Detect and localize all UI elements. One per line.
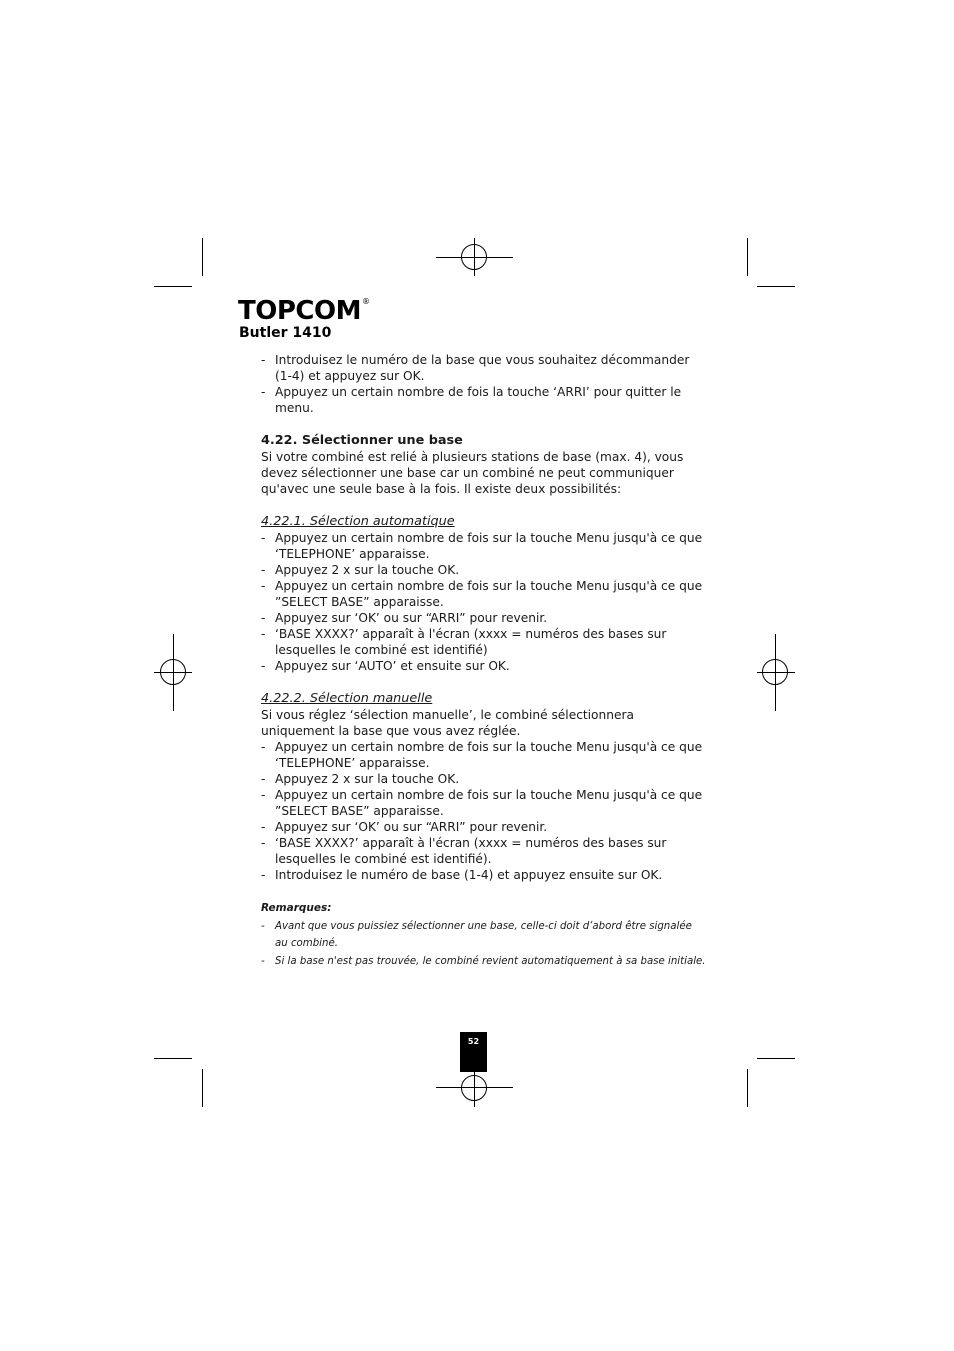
registered-mark: ®	[361, 297, 370, 306]
list-item: - ‘BASE XXXX?’ apparaît à l'écran (xxxx = numéros des bases sur lesquelles le combiné est identifié).	[261, 835, 706, 867]
list-item: - Appuyez sur ‘OK’ ou sur “ARRI” pour revenir.	[261, 819, 706, 835]
section-title: 4.22. Sélectionner une base	[261, 433, 463, 448]
remarks-list	[261, 918, 706, 970]
model-name: Butler 1410	[239, 325, 332, 341]
section-body: Si votre combiné est relié à plusieurs stations de base (max. 4), vous devez sélectionner une base car un combiné ne peut communiquer qu'avec une seule base à la fois. Il existe deux possibilités:	[261, 450, 684, 496]
crop-mark	[747, 1069, 748, 1107]
list-item: - Appuyez 2 x sur la touche OK.	[261, 562, 706, 578]
registration-line	[474, 238, 475, 276]
registration-line	[775, 634, 776, 711]
list-item: - Appuyez un certain nombre de fois sur la touche Menu jusqu'à ce que ‘TELEPHONE’ apparaisse.	[261, 530, 706, 562]
auto-steps-list	[261, 530, 706, 674]
crop-mark	[202, 1069, 203, 1107]
list-item: - Appuyez sur ‘AUTO’ et ensuite sur OK.	[261, 658, 706, 674]
brand-logo	[238, 298, 369, 324]
brand-name: TOPCOM	[238, 296, 361, 326]
crop-mark	[757, 286, 795, 287]
list-item: - Appuyez 2 x sur la touche OK.	[261, 771, 706, 787]
crop-mark	[154, 1058, 192, 1059]
list-item: - Appuyez un certain nombre de fois sur la touche Menu jusqu'à ce que ”SELECT BASE” apparaisse.	[261, 578, 706, 610]
subsection-title-manual: 4.22.2. Sélection manuelle	[261, 691, 433, 706]
list-item: - Introduisez le numéro de la base que vous souhaitez décommander (1-4) et appuyez sur OK.	[261, 352, 706, 384]
list-item: - Appuyez un certain nombre de fois sur la touche Menu jusqu'à ce que ”SELECT BASE” apparaisse.	[261, 787, 706, 819]
crop-mark	[747, 238, 748, 276]
list-item: - Si la base n'est pas trouvée, le combiné revient automatiquement à sa base initiale.	[261, 953, 706, 970]
list-item: - Introduisez le numéro de base (1-4) et appuyez ensuite sur OK.	[261, 867, 706, 883]
subsection-title-auto: 4.22.1. Sélection automatique	[261, 514, 455, 529]
crop-mark	[757, 1058, 795, 1059]
page-content	[261, 352, 706, 971]
manual-body: Si vous réglez ‘sélection manuelle’, le combiné sélectionnera uniquement la base que vous avez réglée.	[261, 708, 634, 738]
crop-mark	[202, 238, 203, 276]
page-number: 52	[460, 1032, 487, 1072]
crop-mark	[154, 286, 192, 287]
list-item: - Appuyez un certain nombre de fois la touche ‘ARRI’ pour quitter le menu.	[261, 384, 706, 416]
list-item: - ‘BASE XXXX?’ apparaît à l'écran (xxxx = numéros des bases sur lesquelles le combiné est identifié)	[261, 626, 706, 658]
list-item: - Appuyez sur ‘OK’ ou sur “ARRI” pour revenir.	[261, 610, 706, 626]
list-item: - Avant que vous puissiez sélectionner une base, celle-ci doit d’abord être signalée au combiné.	[261, 918, 706, 952]
manual-steps-list	[261, 739, 706, 883]
remarks-title: Remarques:	[261, 902, 332, 914]
registration-line	[173, 634, 174, 711]
intro-list	[261, 352, 706, 416]
list-item: - Appuyez un certain nombre de fois sur la touche Menu jusqu'à ce que ‘TELEPHONE’ apparaisse.	[261, 739, 706, 771]
registration-line	[474, 1069, 475, 1107]
registration-line	[757, 672, 795, 673]
